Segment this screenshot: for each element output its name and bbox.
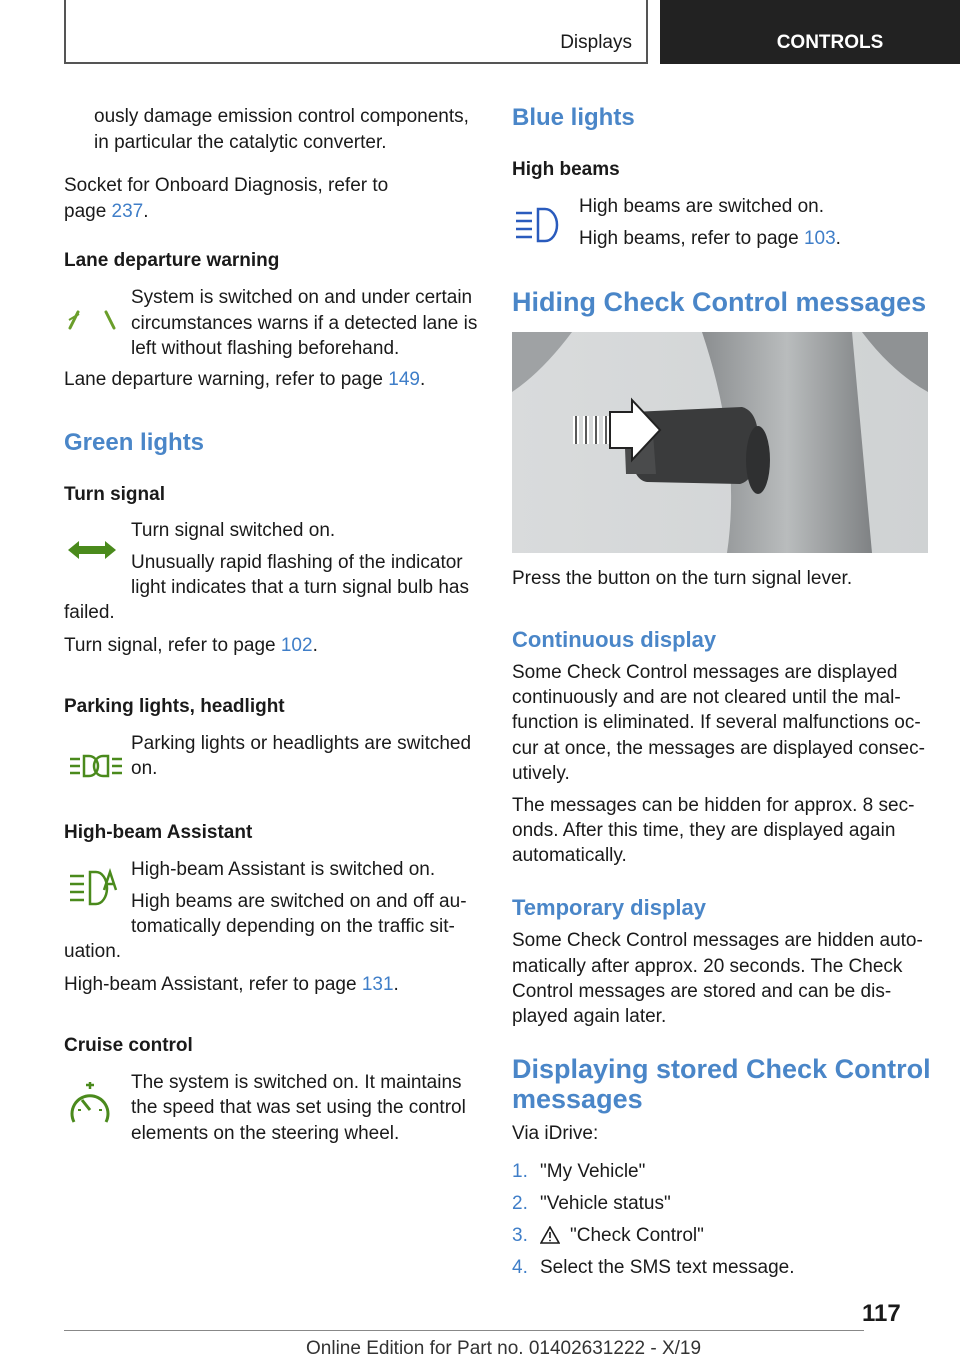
blue-lights-heading: Blue lights xyxy=(512,104,635,131)
cruise-title: Cruise control xyxy=(64,1035,193,1056)
hba-page-link[interactable]: 131 xyxy=(361,974,394,995)
high-beams-desc-1: High beams are switched on. xyxy=(579,196,825,217)
high-beams-page-link[interactable]: 103 xyxy=(803,228,836,249)
cruise-desc-2: the speed that was set using the control xyxy=(131,1097,466,1118)
list-item: 1. "My Vehicle" xyxy=(512,1161,646,1182)
footer-edition: Online Edition for Part no. 01402631222 - X/19 xyxy=(306,1338,702,1359)
turn-desc-3: light indicates that a turn signal bulb has xyxy=(131,577,469,598)
parking-lights-icon xyxy=(68,753,124,779)
turn-signal-lever-photo xyxy=(512,332,928,553)
step-select-sms: Select the SMS text message. xyxy=(540,1257,795,1278)
continuous-line-5: utively. xyxy=(512,763,570,784)
continuous-line-1: Some Check Control messages are displayed xyxy=(512,662,898,683)
obd-line-1: Socket for Onboard Diagnosis, refer to xyxy=(64,175,389,196)
parking-title: Parking lights, headlight xyxy=(64,696,285,717)
stored-heading-line-2: messages xyxy=(512,1084,643,1114)
continuous-line-7: onds. After this time, they are displayed again xyxy=(512,820,896,841)
turn-ref: Turn signal, refer to page 102. xyxy=(64,635,318,656)
hba-desc-4: uation. xyxy=(64,941,122,962)
section-title: Displays xyxy=(560,32,632,53)
continuous-line-2: continuously and are not cleared until the mal- xyxy=(512,687,901,708)
temporary-line-2: matically after approx. 20 seconds. The Check xyxy=(512,956,903,977)
turn-signal-icon xyxy=(66,538,118,562)
hba-desc-3: tomatically depending on the traffic sit- xyxy=(131,916,455,937)
list-item: 4. Select the SMS text message. xyxy=(512,1257,795,1278)
lane-page-link[interactable]: 149 xyxy=(388,369,420,390)
parking-desc-2: on. xyxy=(131,758,158,779)
continuous-line-3: function is eliminated. If several malfunctions oc- xyxy=(512,712,921,733)
high-beams-ref: High beams, refer to page 103. xyxy=(579,228,841,249)
obd-line-2: page 237. xyxy=(64,201,149,222)
continuous-heading: Continuous display xyxy=(512,627,717,652)
lane-departure-icon xyxy=(66,308,122,334)
continuous-line-4: cur at once, the messages are displayed consec- xyxy=(512,738,925,759)
footer-divider xyxy=(64,1330,864,1331)
warning-triangle-icon xyxy=(540,1226,560,1251)
intro-line-1: ously damage emission control components, xyxy=(94,106,469,127)
cruise-desc-3: elements on the steering wheel. xyxy=(131,1123,400,1144)
temporary-line-3: Control messages are stored and can be dis- xyxy=(512,981,892,1002)
obd-page-link[interactable]: 237 xyxy=(111,201,144,222)
hiding-heading: Hiding Check Control messages xyxy=(512,287,927,317)
lane-desc-2: circumstances warns if a detected lane is xyxy=(131,313,478,334)
turn-desc-2: Unusually rapid flashing of the indicator xyxy=(131,552,463,573)
page-number: 117 xyxy=(862,1300,901,1327)
hba-desc-1: High-beam Assistant is switched on. xyxy=(131,859,436,880)
chapter-title: CONTROLS xyxy=(776,32,884,53)
hba-desc-2: High beams are switched on and off au- xyxy=(131,891,467,912)
continuous-line-6: The messages can be hidden for approx. 8 sec- xyxy=(512,795,915,816)
via-idrive: Via iDrive: xyxy=(512,1123,599,1144)
list-item: 2. "Vehicle status" xyxy=(512,1193,671,1214)
turn-desc-4: failed. xyxy=(64,602,115,623)
cruise-control-icon xyxy=(68,1080,112,1130)
lane-desc-3: left without flashing beforehand. xyxy=(131,338,400,359)
high-beams-title: High beams xyxy=(512,159,620,180)
parking-desc-1: Parking lights or headlights are switched xyxy=(131,733,472,754)
menu-path-my-vehicle: "My Vehicle" xyxy=(540,1161,646,1182)
turn-signal-title: Turn signal xyxy=(64,484,165,505)
turn-page-link[interactable]: 102 xyxy=(280,635,313,656)
lane-ref: Lane departure warning, refer to page 149. xyxy=(64,369,426,390)
turn-desc-1: Turn signal switched on. xyxy=(131,520,336,541)
list-item: 3. "Check Control" xyxy=(512,1223,704,1251)
press-text: Press the button on the turn signal lever. xyxy=(512,568,853,589)
high-beam-assistant-icon xyxy=(68,868,118,908)
chapter-tab xyxy=(660,0,960,64)
hba-ref: High-beam Assistant, refer to page 131. xyxy=(64,974,399,995)
high-beams-icon xyxy=(514,206,564,246)
cruise-desc-1: The system is switched on. It maintains xyxy=(131,1072,462,1093)
menu-path-vehicle-status: "Vehicle status" xyxy=(540,1193,671,1214)
lane-title: Lane departure warning xyxy=(64,250,280,271)
temporary-line-1: Some Check Control messages are hidden auto- xyxy=(512,930,923,951)
intro-line-2: in particular the catalytic converter. xyxy=(94,132,387,153)
stored-heading-line-1: Displaying stored Check Control xyxy=(512,1054,931,1084)
menu-path-check-control: "Check Control" xyxy=(570,1225,704,1246)
hba-title: High-beam Assistant xyxy=(64,822,253,843)
temporary-heading: Temporary display xyxy=(512,895,706,920)
continuous-line-8: automatically. xyxy=(512,845,627,866)
lane-desc-1: System is switched on and under certain xyxy=(131,287,473,308)
temporary-line-4: played again later. xyxy=(512,1006,667,1027)
green-lights-heading: Green lights xyxy=(64,429,205,456)
header-left-tab xyxy=(64,0,648,64)
